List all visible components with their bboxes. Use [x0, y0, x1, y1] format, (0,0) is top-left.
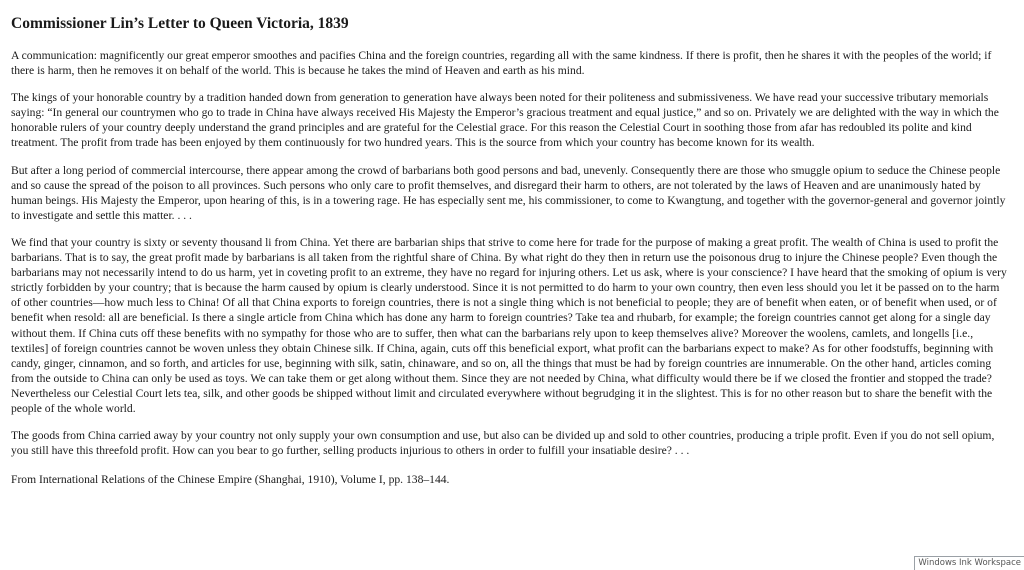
source-citation: From International Relations of the Chinese Empire (Shanghai, 1910), Volume I, pp. 138–144.	[11, 473, 450, 487]
paragraph-3: But after a long period of commercial intercourse, there appear among the crowd of barbarians both good persons and bad, unevenly. Consequently there are those who smuggle opium to seduce the Chinese people and so cause the spread of the poison to all provinces. Such persons who only care to profit themselves, and disregard their harm to others, are not tolerated by the laws of Heaven and are unanimously hated by human beings. His Majesty the Emperor, upon hearing of this, is in a towering rage. He has especially sent me, his commissioner, to come to Kwangtung, and together with the governor-general and governor jointly to investigate and settle this matter. . . .	[11, 163, 1006, 222]
windows-ink-workspace-button[interactable]: Windows Ink Workspace	[914, 556, 1024, 570]
document-title: Commissioner Lin’s Letter to Queen Victoria, 1839	[11, 15, 349, 32]
document	[11, 14, 1011, 499]
paragraph-5: The goods from China carried away by your country not only supply your own consumption and use, but also can be divided up and sold to other countries, producing a triple profit. Even if you do not sell opium, you still have this threefold profit. How can you bear to go further, selling products injurious to others in order to fulfill your insatiable desire? . . .	[11, 429, 995, 458]
paragraph-1: A communication: magnificently our great emperor smoothes and pacifies China and the foreign countries, regarding all with the same kindness. If there is profit, then he shares it with the peoples of the world; if there is harm, then he removes it on behalf of the world. This is because he takes the mind of Heaven and earth as his mind.	[11, 49, 992, 78]
paragraph-2: The kings of your honorable country by a tradition handed down from generation to generation have always been noted for their politeness and submissiveness. We have read your successive tributary memorials saying: “In general our countrymen who go to trade in China have always received His Majesty the Emperor’s gracious treatment and equal justice,” and so on. Privately we are delighted with the way in which the honorable rulers of your country deeply understand the grand principles and are grateful for the Celestial grace. For this reason the Celestial Court in soothing those from afar has redoubled its polite and kind treatment. The profit from trade has been enjoyed by them continuously for two hundred years. This is the source from which your country has become known for its wealth.	[11, 91, 999, 150]
paragraph-4: We find that your country is sixty or seventy thousand li from China. Yet there are barbarian ships that strive to come here for trade for the purpose of making a great profit. The wealth of China is used to profit the barbarians. That is to say, the great profit made by barbarians is all taken from the rightful share of China. By what right do they then in return use the poisonous drug to injure the Chinese people? Even though the barbarians may not necessarily intend to do us harm, yet in coveting profit to an extreme, they have no regard for injuring others. Let us ask, where is your conscience? I have heard that the smoking of opium is very strictly forbidden by your country; that is because the harm caused by opium is clearly understood. Since it is not permitted to do harm to your own country, then even less should you let it be passed on to the harm of other countries—how much less to China! Of all that China exports to foreign countries, there is not a single thing which is not beneficial to people; they are of benefit when eaten, or of benefit when used, or of benefit when resold: all are beneficial. Is there a single article from China which has done any harm to foreign countries? Take tea and rhubarb, for example; the foreign countries cannot get along for a single day without them. If China cuts off these benefits with no sympathy for those who are to suffer, then what can the barbarians rely upon to keep themselves alive? Moreover the woolens, camlets, and longells [i.e., textiles] of foreign countries cannot be woven unless they obtain Chinese silk. If China, again, cuts off this beneficial export, what profit can the barbarians expect to make? As for other foodstuffs, beginning with candy, ginger, cinnamon, and so forth, and articles for use, beginning with silk, satin, chinaware, and so on, all the things that must be had by foreign countries are innumerable. On the other hand, articles coming from the outside to China can only be used as toys. We can take them or get along without them. Since they are not needed by China, what difficulty would there be if we closed the frontier and stopped the trade? Nevertheless our Celestial Court lets tea, silk, and other goods be shipped without limit and circulated everywhere without begrudging it in the slightest. This is for no other reason but to share the benefit with the people of the whole world.	[11, 235, 1007, 415]
